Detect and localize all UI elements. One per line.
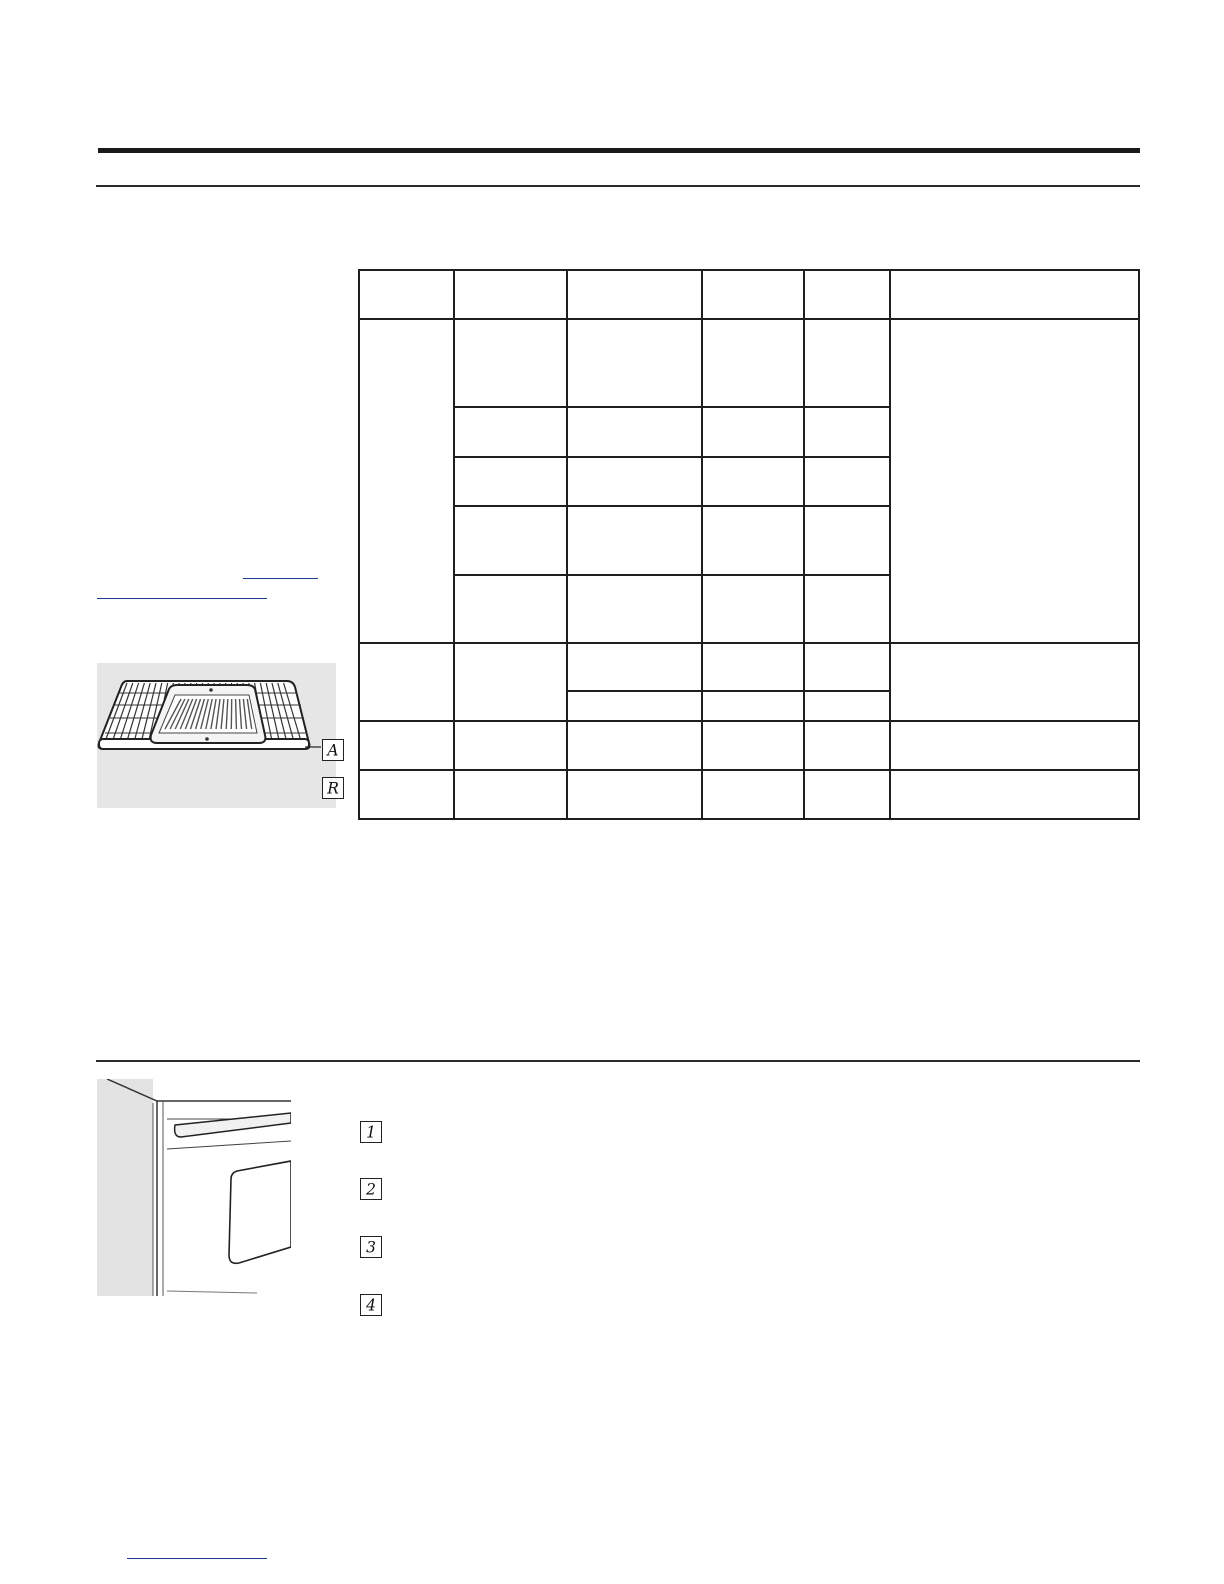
table-cell bbox=[890, 770, 1139, 819]
svg-text:A: A bbox=[327, 741, 339, 760]
table-cell bbox=[702, 643, 804, 691]
oven-door-icon bbox=[97, 1079, 291, 1296]
rack-position-r-label bbox=[322, 777, 344, 799]
table-cell bbox=[567, 319, 702, 407]
table-header-cell bbox=[702, 270, 804, 319]
table-cell bbox=[567, 643, 702, 691]
svg-text:1: 1 bbox=[366, 1123, 376, 1142]
link-underline[interactable] bbox=[243, 578, 318, 579]
top-thin-rule bbox=[96, 185, 1140, 187]
table-cell bbox=[804, 457, 890, 506]
svg-text:4: 4 bbox=[366, 1296, 376, 1315]
footer-link-underline[interactable] bbox=[127, 1558, 267, 1559]
broiling-guide-table bbox=[358, 269, 1140, 820]
table-cell bbox=[804, 770, 890, 819]
table-cell bbox=[567, 506, 702, 575]
table-row bbox=[359, 721, 1139, 770]
table-cell bbox=[890, 643, 1139, 721]
table-cell bbox=[359, 721, 454, 770]
table-cell bbox=[567, 457, 702, 506]
oven-rack-icon bbox=[97, 663, 339, 808]
table-cell bbox=[702, 407, 804, 457]
table-row bbox=[359, 770, 1139, 819]
table-cell bbox=[454, 575, 567, 643]
svg-text:3: 3 bbox=[366, 1238, 376, 1257]
table-row bbox=[359, 643, 1139, 691]
table-cell bbox=[359, 770, 454, 819]
broiler-pan-on-rack-illustration bbox=[97, 663, 339, 808]
table-cell bbox=[359, 319, 454, 643]
table-cell bbox=[454, 643, 567, 721]
table-cell bbox=[454, 506, 567, 575]
link-underline[interactable] bbox=[97, 598, 267, 599]
step-3-label bbox=[360, 1236, 382, 1258]
table-cell bbox=[359, 643, 454, 721]
table-cell bbox=[804, 506, 890, 575]
table-cell bbox=[454, 457, 567, 506]
table-cell bbox=[454, 319, 567, 407]
table-cell bbox=[702, 457, 804, 506]
table-cell bbox=[804, 319, 890, 407]
table-header-cell bbox=[804, 270, 890, 319]
table-cell bbox=[804, 691, 890, 721]
table-cell bbox=[804, 643, 890, 691]
table-cell bbox=[454, 770, 567, 819]
table-header-cell bbox=[454, 270, 567, 319]
table-header-cell bbox=[567, 270, 702, 319]
step-2-label bbox=[360, 1178, 382, 1200]
table-cell bbox=[702, 575, 804, 643]
table-cell bbox=[890, 319, 1139, 643]
table-cell bbox=[804, 575, 890, 643]
svg-text:R: R bbox=[327, 779, 339, 798]
svg-text:2: 2 bbox=[366, 1180, 376, 1199]
table-header-cell bbox=[359, 270, 454, 319]
table-cell bbox=[567, 691, 702, 721]
table-cell bbox=[702, 319, 804, 407]
table-cell bbox=[454, 721, 567, 770]
table-header-cell bbox=[890, 270, 1139, 319]
oven-door-illustration bbox=[97, 1079, 291, 1296]
section-divider-rule bbox=[96, 1060, 1140, 1062]
table-cell bbox=[567, 770, 702, 819]
table-cell bbox=[890, 721, 1139, 770]
table-cell bbox=[804, 721, 890, 770]
table-cell bbox=[804, 407, 890, 457]
table-cell bbox=[702, 691, 804, 721]
table-cell bbox=[702, 721, 804, 770]
table-cell bbox=[702, 770, 804, 819]
rack-position-a-label bbox=[322, 739, 344, 761]
table-cell bbox=[702, 506, 804, 575]
table-cell bbox=[567, 575, 702, 643]
table-header-row bbox=[359, 270, 1139, 319]
step-1-label bbox=[360, 1121, 382, 1143]
step-4-label bbox=[360, 1294, 382, 1316]
table-cell bbox=[567, 407, 702, 457]
top-thick-rule bbox=[98, 148, 1140, 153]
table-row bbox=[359, 319, 1139, 407]
table-cell bbox=[567, 721, 702, 770]
table-cell bbox=[454, 407, 567, 457]
